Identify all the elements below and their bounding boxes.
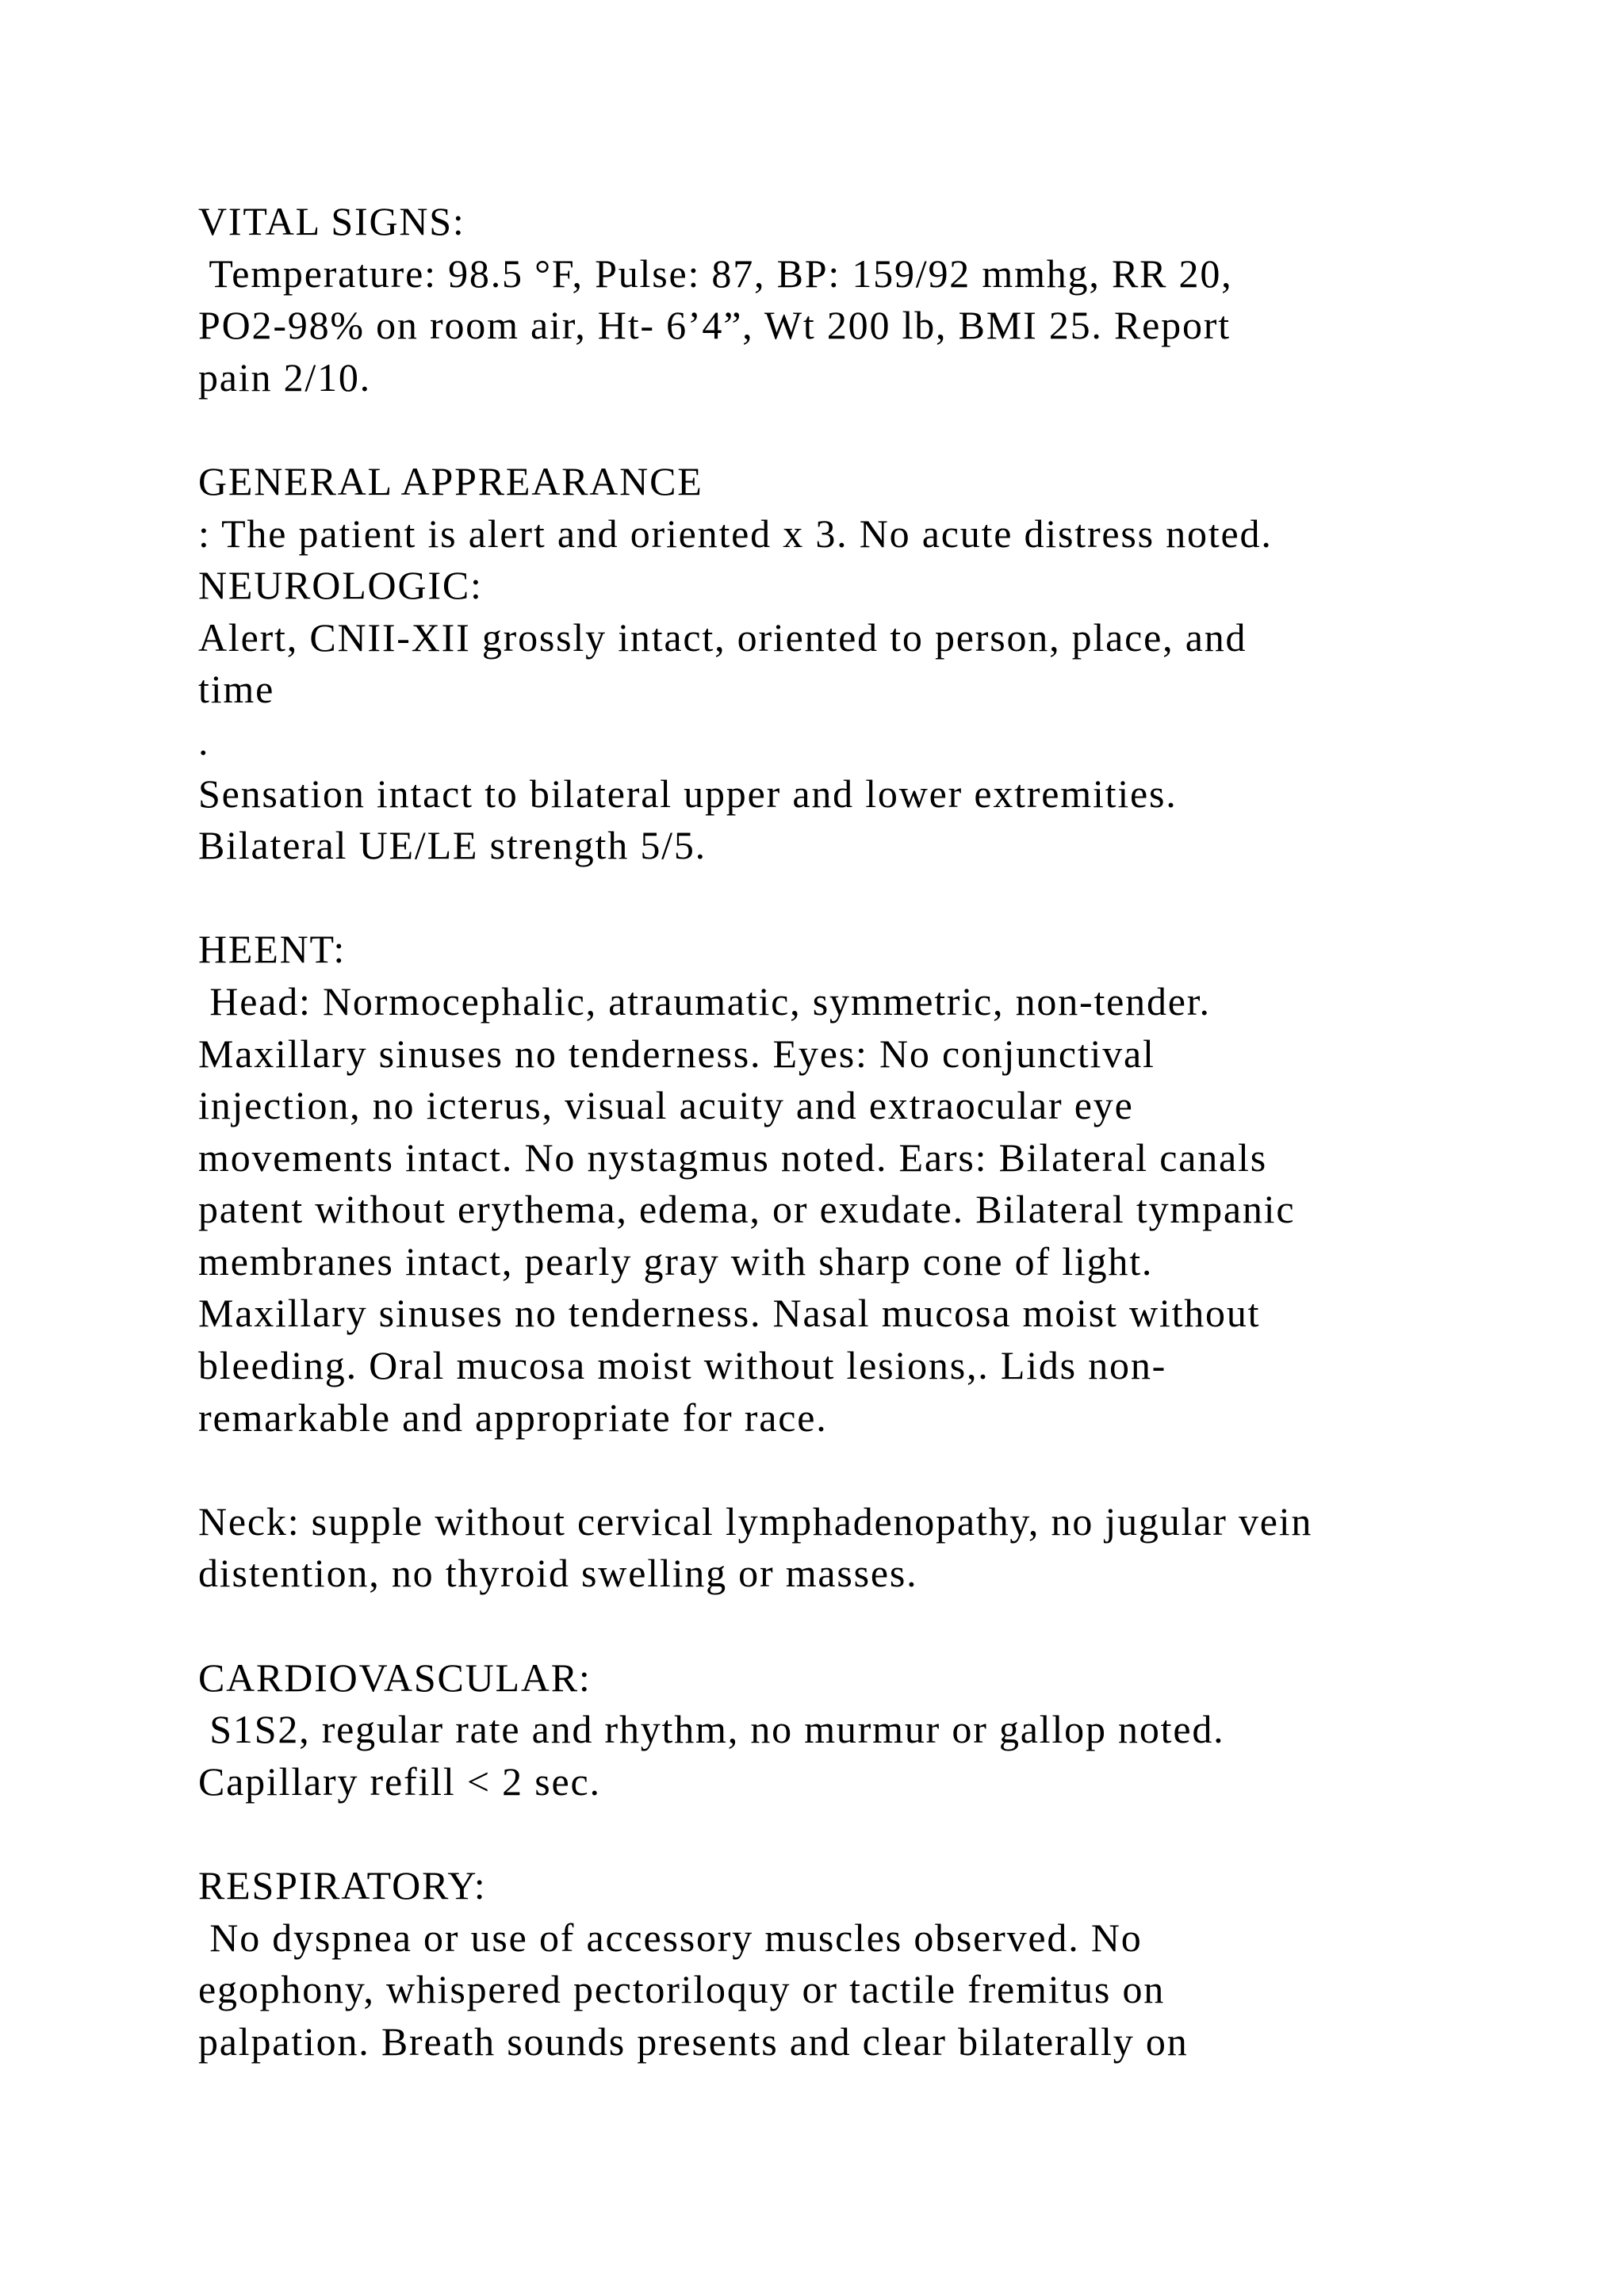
text-line: pain 2/10. <box>198 354 371 400</box>
text-line: S1S2, regular rate and rhythm, no murmur or gallop noted. <box>198 1707 1225 1752</box>
heent-heading: HEENT: <box>198 927 347 972</box>
general-appearance-heading: GENERAL APPREARANCE <box>198 458 703 503</box>
document-text <box>198 196 1546 2068</box>
blank-line <box>198 1444 1546 1496</box>
text-line: time <box>198 667 275 712</box>
neurologic-heading: NEUROLOGIC: <box>198 563 483 608</box>
blank-line <box>198 872 1546 924</box>
text-line: patent without erythema, edema, or exudate. Bilateral tympanic <box>198 1187 1296 1232</box>
vital-signs-heading: VITAL SIGNS: <box>198 199 465 243</box>
respiratory-heading: RESPIRATORY: <box>198 1863 487 1908</box>
text-line: Temperature: 98.5 °F, Pulse: 87, BP: 159/92 mmhg, RR 20, <box>198 251 1233 296</box>
text-line: Bilateral UE/LE strength 5/5. <box>198 823 707 868</box>
text-line: remarkable and appropriate for race. <box>198 1395 828 1440</box>
text-line: PO2-98% on room air, Ht- 6’4”, Wt 200 lb, BMI 25. Report <box>198 303 1231 348</box>
text-line: Head: Normocephalic, atraumatic, symmetric, non-tender. <box>198 978 1211 1024</box>
text-line: bleeding. Oral mucosa moist without lesions,. Lids non- <box>198 1343 1167 1388</box>
text-line: : The patient is alert and oriented x 3. No acute distress noted. <box>198 511 1273 556</box>
text-line: Maxillary sinuses no tenderness. Eyes: No conjunctival <box>198 1031 1155 1076</box>
text-line: movements intact. No nystagmus noted. Ears: Bilateral canals <box>198 1135 1267 1180</box>
text-line: Sensation intact to bilateral upper and lower extremities. <box>198 771 1178 816</box>
neck-text: Neck: supple without cervical lymphadenopathy, no jugular vein <box>198 1498 1313 1544</box>
text-line: egophony, whispered pectoriloquy or tactile fremitus on <box>198 1967 1166 2012</box>
cardiovascular-heading: CARDIOVASCULAR: <box>198 1655 592 1700</box>
text-line: No dyspnea or use of accessory muscles observed. No <box>198 1915 1143 1960</box>
blank-line <box>198 1808 1546 1860</box>
text-line: Capillary refill < 2 sec. <box>198 1758 601 1804</box>
text-line: palpation. Breath sounds presents and clear bilaterally on <box>198 2019 1189 2064</box>
blank-line <box>198 404 1546 456</box>
text-line: Maxillary sinuses no tenderness. Nasal mucosa moist without <box>198 1291 1261 1336</box>
text-line: distention, no thyroid swelling or masses. <box>198 1551 918 1596</box>
blank-line <box>198 1600 1546 1652</box>
text-line: membranes intact, pearly gray with sharp cone of light. <box>198 1238 1154 1284</box>
text-line: injection, no icterus, visual acuity and extraocular eye <box>198 1083 1134 1128</box>
text-line: . <box>198 718 210 763</box>
text-line: Alert, CNII-XII grossly intact, oriented to person, place, and <box>198 614 1247 660</box>
